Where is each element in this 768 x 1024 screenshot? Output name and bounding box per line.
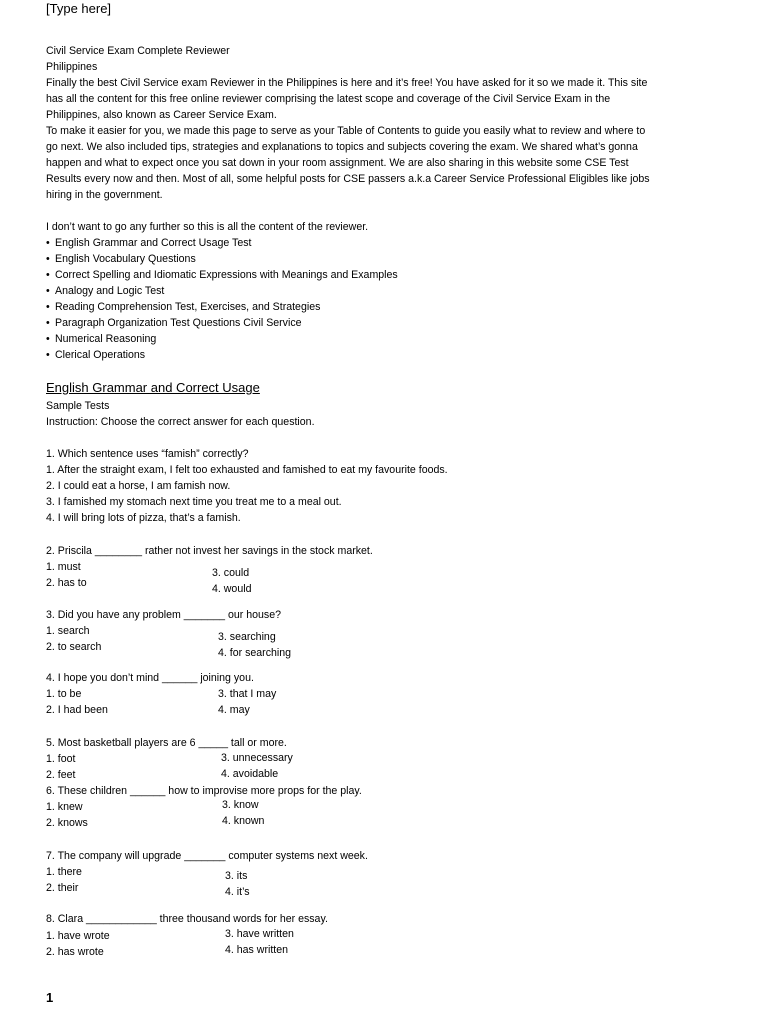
bullet-icon: • <box>46 301 50 313</box>
answer-option: 1. have wrote <box>46 930 110 942</box>
intro-paragraph-1 <box>46 75 726 123</box>
answer-options-right <box>221 750 293 782</box>
toc-intro: I don’t want to go any further so this is all the content of the reviewer. <box>46 221 369 233</box>
toc-item-label: Clerical Operations <box>55 349 146 361</box>
answer-options-left <box>46 864 82 896</box>
paragraph-line: hiring in the government. <box>46 189 163 201</box>
toc-item-label: English Vocabulary Questions <box>55 253 196 265</box>
instruction-text: Instruction: Choose the correct answer for each question. <box>46 416 315 428</box>
page-number: 1 <box>46 990 54 1005</box>
answer-option: 1. there <box>46 866 82 878</box>
toc-item-label: Analogy and Logic Test <box>55 285 165 297</box>
paragraph-line: Philippines, also known as Career Service Exam. <box>46 109 277 121</box>
sample-tests-label: Sample Tests <box>46 400 110 412</box>
toc-item <box>46 331 398 347</box>
question-prompt: 6. These children ______ how to improvise more props for the play. <box>46 785 362 797</box>
paragraph-line: Finally the best Civil Service exam Reviewer in the Philippines is here and it’s free! You have asked for it so we made it. This site <box>46 77 648 89</box>
question-1 <box>46 446 448 526</box>
bullet-icon: • <box>46 269 50 281</box>
toc-item <box>46 251 398 267</box>
bullet-icon: • <box>46 285 50 297</box>
toc-item-label: Numerical Reasoning <box>55 333 157 345</box>
answer-option: 3. its <box>225 870 248 882</box>
section-heading: English Grammar and Correct Usage <box>46 380 260 395</box>
document-subtitle: Philippines <box>46 61 98 73</box>
answer-option: 4. it’s <box>225 886 250 898</box>
answer-option: 2. their <box>46 882 79 894</box>
answer-options-right <box>225 926 294 958</box>
question-prompt: 8. Clara ____________ three thousand words for her essay. <box>46 913 328 925</box>
header-placeholder[interactable]: [Type here] <box>46 1 112 16</box>
toc-item-label: English Grammar and Correct Usage Test <box>55 237 252 249</box>
answer-option: 1. foot <box>46 753 76 765</box>
answer-option: 4. avoidable <box>221 768 279 780</box>
answer-option: 3. have written <box>225 928 294 940</box>
answer-option: 3. I famished my stomach next time you treat me to a meal out. <box>46 496 342 508</box>
answer-options-left <box>46 623 101 655</box>
bullet-icon: • <box>46 237 50 249</box>
question-prompt: 5. Most basketball players are 6 _____ tall or more. <box>46 737 287 749</box>
answer-option: 3. could <box>212 567 250 579</box>
bullet-icon: • <box>46 349 50 361</box>
answer-option: 1. to be <box>46 688 82 700</box>
toc-item <box>46 283 398 299</box>
answer-option: 1. After the straight exam, I felt too exhausted and famished to eat my favourite foods. <box>46 464 448 476</box>
answer-option: 2. has wrote <box>46 946 104 958</box>
bullet-icon: • <box>46 317 50 329</box>
toc-item <box>46 315 398 331</box>
answer-options-left <box>46 686 108 718</box>
answer-option: 2. I could eat a horse, I am famish now. <box>46 480 231 492</box>
question-prompt: 4. I hope you don’t mind ______ joining you. <box>46 672 254 684</box>
toc-item-label: Reading Comprehension Test, Exercises, and Strategies <box>55 301 321 313</box>
toc-item <box>46 267 398 283</box>
answer-option: 4. I will bring lots of pizza, that’s a famish. <box>46 512 241 524</box>
answer-options-right <box>212 565 251 597</box>
intro-section <box>46 43 726 203</box>
answer-options-right <box>218 686 276 718</box>
question-prompt: 3. Did you have any problem _______ our house? <box>46 609 281 621</box>
answer-options-right <box>225 868 250 900</box>
toc-item-label: Correct Spelling and Idiomatic Expressions with Meanings and Examples <box>55 269 398 281</box>
bullet-icon: • <box>46 333 50 345</box>
answer-option: 2. knows <box>46 817 88 829</box>
toc-item <box>46 299 398 315</box>
answer-options-left <box>46 559 87 591</box>
answer-option: 4. may <box>218 704 250 716</box>
answer-option: 3. unnecessary <box>221 752 293 764</box>
toc-list <box>46 235 398 363</box>
question-prompt: 2. Priscila ________ rather not invest her savings in the stock market. <box>46 545 373 557</box>
answer-option: 4. for searching <box>218 647 292 659</box>
answer-option: 2. has to <box>46 577 87 589</box>
answer-option: 1. must <box>46 561 81 573</box>
answer-options-right <box>218 629 291 661</box>
toc-item <box>46 347 398 363</box>
answer-option: 1. search <box>46 625 90 637</box>
paragraph-line: go next. We also included tips, strategies and explanations to topics and subjects covering the exam. We shared what’s gonna <box>46 141 638 153</box>
answer-option: 2. feet <box>46 769 76 781</box>
document-title: Civil Service Exam Complete Reviewer <box>46 45 230 57</box>
answer-option: 4. known <box>222 815 265 827</box>
question-prompt: 7. The company will upgrade _______ computer systems next week. <box>46 850 368 862</box>
paragraph-line: To make it easier for you, we made this page to serve as your Table of Contents to guide you easily what to review and where to <box>46 125 646 137</box>
paragraph-line: has all the content for this free online reviewer comprising the latest scope and coverage of the Civil Service Exam in the <box>46 93 611 105</box>
answer-options-right <box>222 797 264 829</box>
answer-options-left <box>46 799 88 831</box>
paragraph-line: happen and what to expect once you sat down in your room assignment. We are also sharing in this website some CSE Test <box>46 157 629 169</box>
answer-options-left <box>46 928 110 960</box>
toc-item <box>46 235 398 251</box>
answer-option: 1. knew <box>46 801 83 813</box>
answer-options-left <box>46 751 75 783</box>
answer-option: 4. would <box>212 583 252 595</box>
bullet-icon: • <box>46 253 50 265</box>
answer-option: 3. know <box>222 799 259 811</box>
intro-paragraph-2 <box>46 123 726 203</box>
toc-item-label: Paragraph Organization Test Questions Civil Service <box>55 317 302 329</box>
answer-option: 4. has written <box>225 944 289 956</box>
answer-option: 2. I had been <box>46 704 108 716</box>
question-prompt: 1. Which sentence uses “famish” correctly? <box>46 448 249 460</box>
answer-option: 3. searching <box>218 631 276 643</box>
paragraph-line: Results every now and then. Most of all, some helpful posts for CSE passers a.k.a Career Service Professional Eligibles like jobs <box>46 173 650 185</box>
answer-option: 2. to search <box>46 641 102 653</box>
answer-option: 3. that I may <box>218 688 277 700</box>
